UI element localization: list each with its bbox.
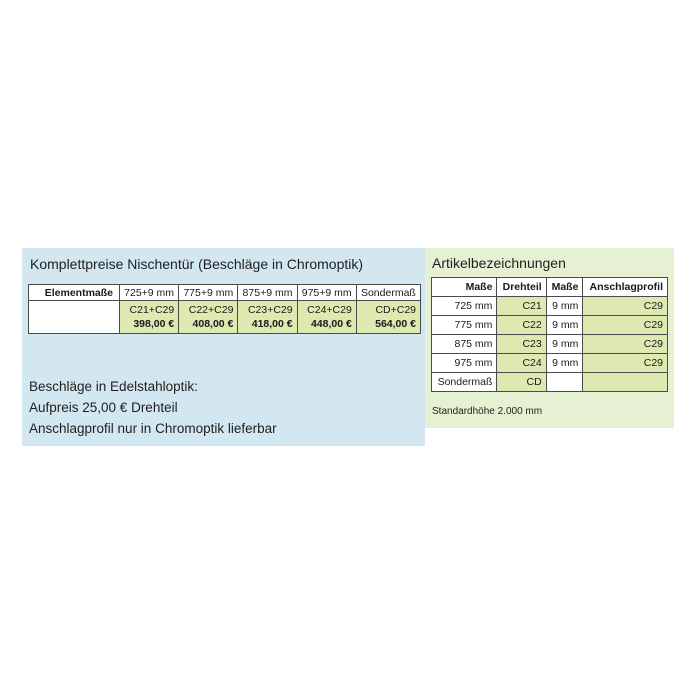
table-row: [432, 297, 668, 316]
empty-cell: [29, 301, 120, 334]
stop-profile-cell: C29: [583, 335, 668, 354]
rotary-code-cell: C22: [497, 316, 546, 335]
article-panel: [425, 248, 674, 428]
price-cell: [297, 301, 356, 334]
article-code: CD+C29: [375, 304, 416, 316]
size-cell: 9 mm: [546, 335, 583, 354]
price-cell: [120, 301, 179, 334]
size-cell: [546, 373, 583, 392]
stop-profile-cell: [583, 373, 668, 392]
note-line: Beschläge in Edelstahloptik:: [29, 379, 198, 394]
price-value: 418,00 €: [251, 318, 293, 330]
notes: [29, 376, 277, 439]
article-code: C23+C29: [247, 304, 293, 316]
article-code: C24+C29: [307, 304, 352, 316]
column-header: 725+9 mm: [120, 285, 179, 301]
rotary-code-cell: C23: [497, 335, 546, 354]
price-value: 398,00 €: [133, 318, 175, 330]
column-header: 975+9 mm: [297, 285, 356, 301]
price-cell: [238, 301, 297, 334]
column-header: Sondermaß: [356, 285, 420, 301]
stop-profile-cell: C29: [583, 297, 668, 316]
column-header: Drehteil: [497, 278, 546, 297]
size-cell: 9 mm: [546, 354, 583, 373]
price-cell: [179, 301, 238, 334]
price-table: [28, 284, 421, 334]
article-table: [431, 277, 668, 392]
article-code: C22+C29: [188, 304, 234, 316]
column-header: Maße: [546, 278, 583, 297]
table-row: [432, 373, 668, 392]
size-cell: 775 mm: [432, 316, 497, 335]
article-panel-title: Artikelbezeichnungen: [432, 255, 566, 271]
price-table-row: [29, 301, 421, 334]
price-value: 448,00 €: [310, 318, 352, 330]
price-value: 564,00 €: [375, 318, 416, 330]
rotary-code-cell: CD: [497, 373, 546, 392]
rotary-code-cell: C21: [497, 297, 546, 316]
price-cell: [356, 301, 420, 334]
size-cell: Sondermaß: [432, 373, 497, 392]
table-row: [432, 354, 668, 373]
note-line: Anschlagprofil nur in Chromoptik lieferbar: [29, 421, 277, 436]
standard-height-note: Standardhöhe 2.000 mm: [432, 406, 543, 417]
price-value: 408,00 €: [192, 318, 234, 330]
size-cell: 9 mm: [546, 297, 583, 316]
price-table-header-row: [29, 285, 421, 301]
price-panel: [22, 248, 425, 446]
rotary-code-cell: C24: [497, 354, 546, 373]
table-row: [432, 316, 668, 335]
note-line: Aufpreis 25,00 € Drehteil: [29, 400, 178, 415]
size-cell: 9 mm: [546, 316, 583, 335]
size-cell: 975 mm: [432, 354, 497, 373]
size-cell: 725 mm: [432, 297, 497, 316]
element-dimensions-header: Elementmaße: [29, 285, 120, 301]
size-cell: 875 mm: [432, 335, 497, 354]
column-header: Anschlagprofil: [583, 278, 668, 297]
price-panel-title: Komplettpreise Nischentür (Beschläge in Chromoptik): [30, 256, 364, 272]
article-code: C21+C29: [129, 304, 175, 316]
column-header: 875+9 mm: [238, 285, 297, 301]
article-table-header-row: [432, 278, 668, 297]
column-header: Maße: [432, 278, 497, 297]
stop-profile-cell: C29: [583, 316, 668, 335]
table-row: [432, 335, 668, 354]
stop-profile-cell: C29: [583, 354, 668, 373]
column-header: 775+9 mm: [179, 285, 238, 301]
